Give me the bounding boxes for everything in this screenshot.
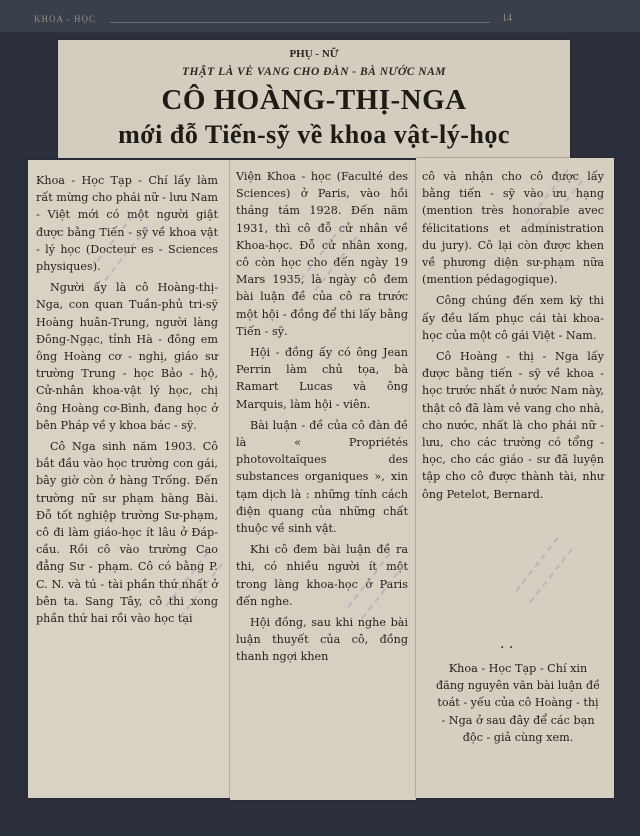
paragraph: Viện Khoa - học (Faculté des Sciences) ở Paris, vào hồi tháng tám 1928. Đến năm 1931, thì cô đỗ cử nhân về Khoa-học. Đỗ cử nhân xong, cô còn học cho đến ngày 19 Mars 1935, là ngày cô đem bài luận đề của cô ra trước một hội - đồng để thi lấy bằng Tiến - sỹ. — [236, 170, 408, 338]
page-number: 14 — [502, 13, 512, 24]
section-kicker: PHỤ - NỮ — [289, 48, 339, 60]
paragraph: cô và nhận cho cô được lấy bằng tiến - sỹ vào ưu hạng (mention très honorable avec félicitations et administration du jury). Cô lại còn được khen về phương diện sư-phạm nữa (mention pédagogique). — [422, 170, 604, 287]
separator-dots: · · — [500, 640, 514, 656]
article-headline: CÔ HOÀNG-THỊ-NGA — [161, 84, 467, 116]
paragraph: Hội đồng, sau khi nghe bài luận thuyết của cô, đồng thanh ngợi khen — [236, 616, 408, 664]
column-3-text — [422, 168, 604, 507]
header-rule — [110, 22, 490, 23]
paragraph: Công chúng đến xem kỳ thi ấy đều lấm phục cái tài khoa-học của một cô gái Việt - Nam. — [422, 294, 604, 342]
article-subtitle: THẬT LÀ VẺ VANG CHO ĐÀN - BÀ NƯỚC NAM — [182, 66, 446, 78]
paragraph: Khoa - Học Tạp - Chí xin đăng nguyên văn bài luận đề toát - yếu của cô Hoàng - thị - Nga ở sau đây để các bạn độc - giả cùng xem. — [435, 662, 600, 744]
paragraph: Cô Nga sinh năm 1903. Cô bắt đầu vào học trường con gái, bây giờ còn ở hàng Trống. Đến trường nữ sư phạm hàng Bài. Đỗ tốt nghiệp trường Sư-phạm, cô đi làm giáo-học ít lâu ở Đáp-cầu. Rồi cô vào trường Cao đẳng Sư - phạm. Cô có bằng P. C. N. và tú - tài phần thứ nhất ở bên ta. Sang Tây, cô thi xong phần thứ hai rồi vào học tại — [36, 440, 218, 626]
paragraph: Cô Hoàng - thị - Nga lấy được bằng tiến - sỹ về khoa - học trước nhất ở nước Nam này, thật cô đã làm vẻ vang cho nhà, cho nước, nhất là cho phái nữ - lưu, cho các trường có tổng - học, cho các giáo - sư đã luyện tập cho cô được thành tài, như ông Petelot, Bernard. — [422, 350, 604, 501]
closing-note — [434, 660, 602, 750]
paragraph: Khoa - Học Tạp - Chí lấy làm rất mừng cho phái nữ - lưu Nam - Việt mới có một người giật được bằng Tiến - sỹ về khoa vật - lý học (Docteur es - Sciences physiques). — [36, 174, 218, 274]
paragraph: Hội - đồng ấy có ông Jean Perrin làm chủ tọa, bà Ramart Lucas và ông Marquis, làm hội - viên. — [236, 346, 408, 411]
paragraph: Người ấy là cô Hoàng-thị-Nga, con quan Tuần-phủ tri-sỹ Hoàng huân-Trung, người làng Đông-Ngạc, tỉnh Hà - đông em ông Hoàng cơ - nghị, giáo sư trường Trung - học Bảo - hộ, Cử-nhân khoa-vật lý học, chị ông Hoàng cơ-Bình, đang học ở bên Pháp về y khoa bác - sỹ. — [36, 281, 218, 432]
running-title: KHOA - HỌC — [34, 14, 97, 24]
article-headline-line-2: mới đỗ Tiến-sỹ về khoa vật-lý-học — [118, 120, 510, 149]
paragraph: Khi cô đem bài luận đề ra thi, có nhiều người ít một trong làng khoa-học ở Paris đến nghe. — [236, 543, 408, 608]
paragraph: Bài luận - đề của cô đàn đề là « Propriétés photovoltaïques des substances organiques », xin tạm dịch là : những tính cách điện quang của những chất thuộc về sinh vật. — [236, 418, 408, 536]
column-2-text — [236, 168, 408, 670]
